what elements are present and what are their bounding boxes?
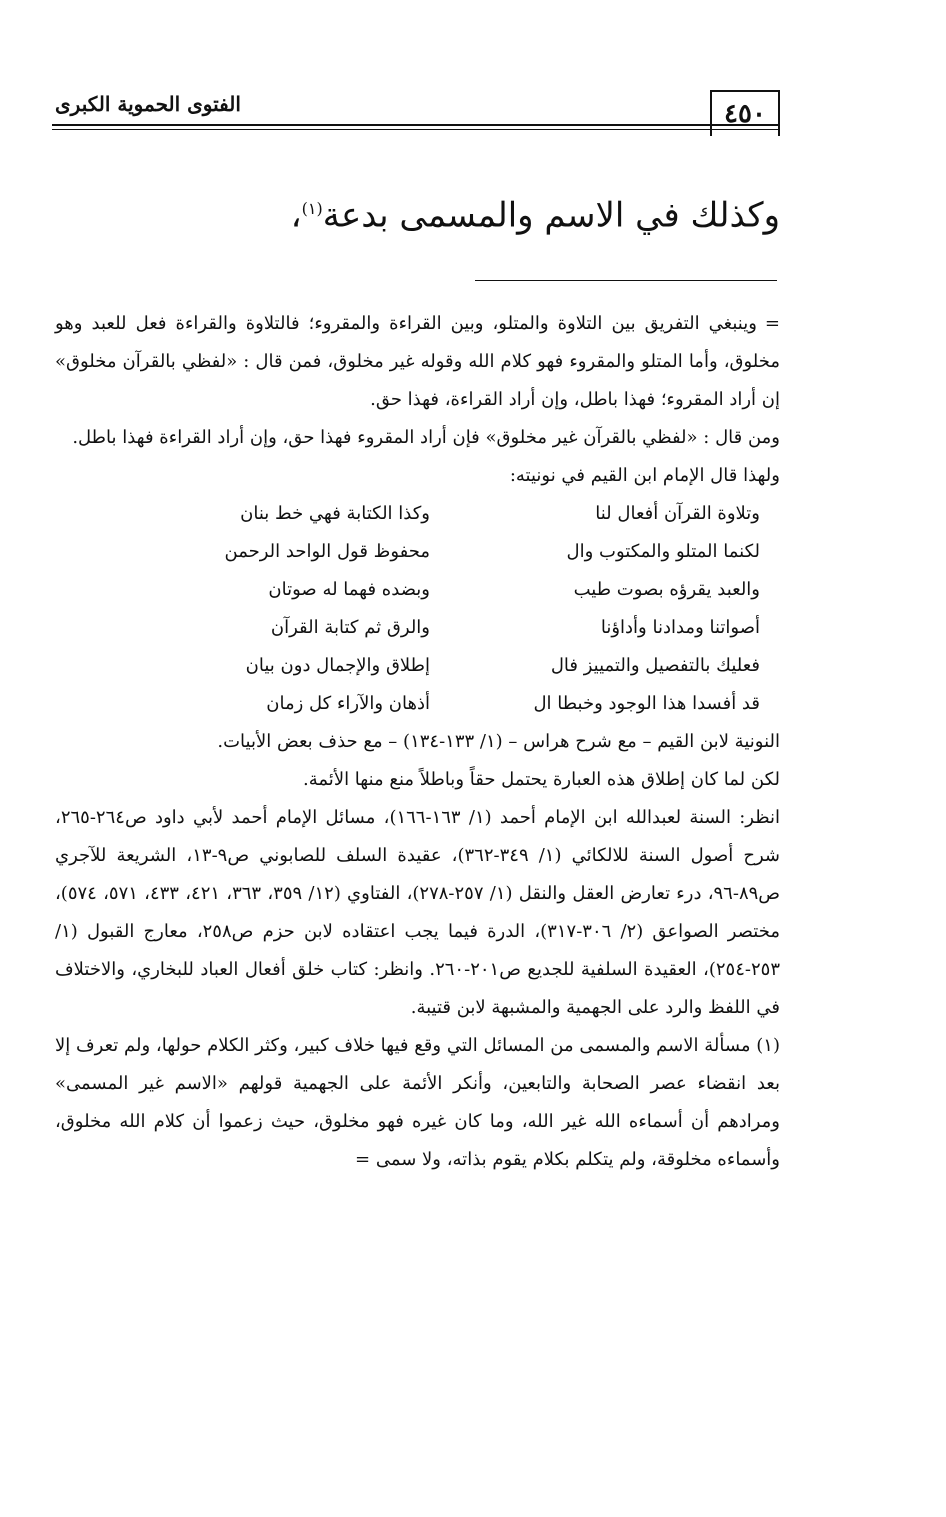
verse-second-hemistich: وبضده فهما له صوتان	[268, 579, 430, 600]
page-number: ٤٥٠	[710, 90, 780, 136]
footnote-one	[55, 1027, 780, 1179]
footnote-separator	[475, 280, 777, 281]
verse-second-hemistich: والرق ثم كتابة القرآن	[270, 617, 430, 638]
footnote-one-text: مسألة الاسم والمسمى من المسائل التي وقع فيها خلاف كبير، وكثر الكلام حولها، ولم تعرف إلا بعد انقضاء عصر الصحابة والتابعين، وأنكر الأئمة على الجهمية قولهم «الاسم غير المسمى» ومرادهم أن أسماءه الله غير الله، وما كان غيره فهو مخلوق، حيث زعموا أن كلام الله مخلوق، وأسماءه مخلوقة، ولم يتكلم بكلام يقوم بذاته، ولا سمى	[55, 1035, 780, 1170]
footnote-paragraph: لكن لما كان إطلاق هذه العبارة يحتمل حقاً وباطلاً منع منها الأئمة.	[303, 769, 780, 790]
poem-verse	[140, 609, 760, 647]
footnote-text: وينبغي التفريق بين التلاوة والمتلو، وبين القراءة والمقروء؛ فالتلاوة والقراءة فعل للعبد وهو مخلوق، وأما المتلو والمقروء فهو كلام الله وقوله غير مخلوق، فمن قال : «لفظي بالقرآن مخلوق» إن أراد المقروء؛ فهذا باطل، وإن أراد القراءة، فهذا حق.	[55, 313, 780, 410]
continuation-mark: =	[764, 313, 780, 334]
footnote-marker: (١)	[756, 1035, 780, 1056]
footnote-reference: (١)	[301, 199, 323, 218]
running-title: الفتوى الحموية الكبرى	[55, 92, 241, 116]
references-paragraph: انظر: السنة لعبدالله ابن الإمام أحمد (١/ ١٦٣-١٦٦)، مسائل الإمام أحمد لأبي داود ص٢٦٤-٢٦٥، شرح أصول السنة للالكائي (١/ ٣٤٩-٣٦٢)، عقيدة السلف للصابوني ص٩-١٣، الشريعة للآجري ص٨٩-٩٦، درء تعارض العقل والنقل (١/ ٢٥٧-٢٧٨)، الفتاوي (١٢/ ٣٥٩، ٣٦٣، ٤٢١، ٤٣٣، ٥٧١، ٥٧٤)، مختصر الصواعق (٢/ ٣٠٦-٣١٧)، الدرة فيما يجب اعتقاده لابن حزم ص٢٥٨، معارج القبول (١/ ٢٥٣-٢٥٤)، العقيدة السلفية للجديع ص٢٠١-٢٦٠. وانظر: كتاب خلق أفعال العباد للبخاري، والاختلاف في اللفظ والرد على الجهمية والمشبهة لابن قتيبة.	[55, 807, 781, 1018]
footnote-paragraph	[55, 305, 780, 419]
verse-first-hemistich: أصواتنا ومدادنا وأداؤنا	[600, 617, 760, 638]
header-rule-thin	[52, 129, 778, 130]
verse-first-hemistich: وتلاوة القرآن أفعال لنا	[595, 503, 760, 524]
main-text: وكذلك في الاسم والمسمى بدعة	[322, 195, 780, 236]
footnote-paragraph: ولهذا قال الإمام ابن القيم في نونيته:	[509, 465, 780, 486]
verse-first-hemistich: قد أفسدا هذا الوجود وخبطا ال	[533, 693, 760, 714]
main-text-trailing: ،	[290, 195, 302, 236]
verse-second-hemistich: إطلاق والإجمال دون بيان	[245, 655, 430, 676]
footnote-paragraph: ومن قال : «لفظي بالقرآن غير مخلوق» فإن أراد المقروء فهذا حق، وإن أراد القراءة فهذا باطل.	[72, 427, 780, 448]
poem-source: النونية لابن القيم – مع شرح هراس – (١/ ١٣٣-١٣٤) – مع حذف بعض الأبيات.	[217, 731, 780, 752]
continuation-mark-end: =	[355, 1149, 371, 1170]
poem-verse	[140, 647, 760, 685]
verse-first-hemistich: والعبد يقرؤه بصوت طيب	[573, 579, 760, 600]
main-text-line	[60, 185, 780, 239]
verse-second-hemistich: محفوظ قول الواحد الرحمن	[224, 541, 430, 562]
poem-verse	[140, 495, 760, 533]
verse-first-hemistich: فعليك بالتفصيل والتمييز فال	[550, 655, 760, 676]
header-rule	[52, 124, 778, 126]
verse-second-hemistich: وكذا الكتابة فهي خط بنان	[240, 503, 430, 524]
footnotes	[55, 305, 780, 1179]
poem	[140, 495, 760, 723]
poem-verse	[140, 533, 760, 571]
verse-first-hemistich: لكنما المتلو والمكتوب وال	[566, 541, 760, 562]
verse-second-hemistich: أذهان والآراء كل زمان	[266, 693, 430, 714]
poem-verse	[140, 685, 760, 723]
poem-verse	[140, 571, 760, 609]
